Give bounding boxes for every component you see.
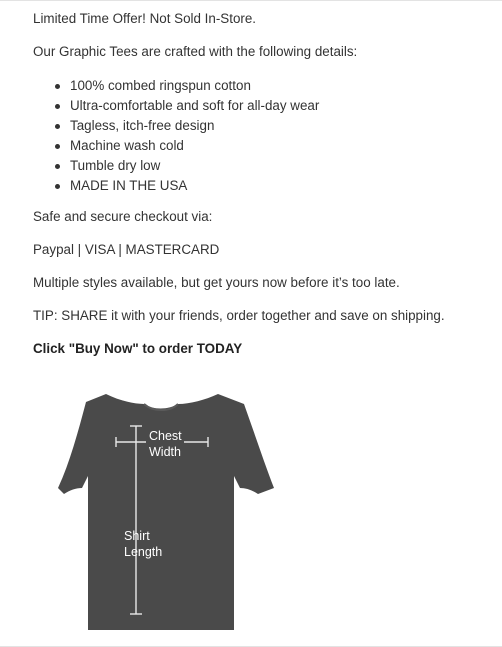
list-item: Ultra-comfortable and soft for all-day wear xyxy=(70,96,319,116)
chest-label-line2: Width xyxy=(149,445,181,459)
list-item: Machine wash cold xyxy=(70,136,319,156)
length-label-line1: Shirt xyxy=(124,529,150,543)
list-item: MADE IN THE USA xyxy=(70,176,319,196)
list-item: Tumble dry low xyxy=(70,156,319,176)
chest-label-line1: Chest xyxy=(149,429,182,443)
list-item: Tagless, itch-free design xyxy=(70,116,319,136)
cta-text: Click "Buy Now" to order TODAY xyxy=(33,341,243,356)
offer-text: Limited Time Offer! Not Sold In-Store. xyxy=(33,11,257,26)
top-divider xyxy=(0,0,502,1)
list-item: 100% combed ringspun cotton xyxy=(70,76,319,96)
tip-text: TIP: SHARE it with your friends, order together and save on shipping. xyxy=(33,308,445,323)
styles-note: Multiple styles available, but get yours now before it’s too late. xyxy=(33,275,400,290)
size-chart-image xyxy=(58,392,278,632)
payment-methods: Paypal | VISA | MASTERCARD xyxy=(33,242,220,257)
checkout-heading: Safe and secure checkout via: xyxy=(33,209,213,224)
length-label-line2: Length xyxy=(124,545,163,559)
feature-list xyxy=(33,76,319,196)
intro-text: Our Graphic Tees are crafted with the following details: xyxy=(33,44,358,59)
